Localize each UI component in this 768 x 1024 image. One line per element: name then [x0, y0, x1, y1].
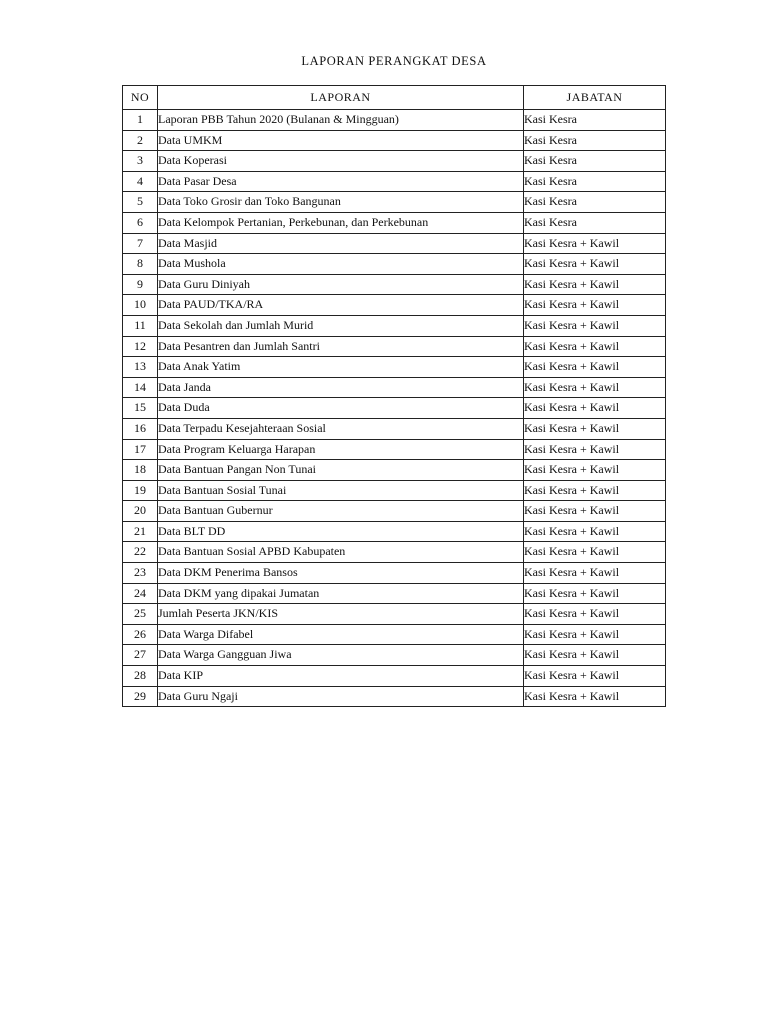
cell-no: 9	[123, 274, 158, 295]
cell-no: 20	[123, 501, 158, 522]
table-row	[123, 254, 666, 275]
cell-laporan: Data Janda	[158, 377, 524, 398]
cell-jabatan: Kasi Kesra + Kawil	[524, 624, 666, 645]
cell-no: 21	[123, 521, 158, 542]
table-row	[123, 501, 666, 522]
table-row	[123, 542, 666, 563]
cell-no: 22	[123, 542, 158, 563]
table-row	[123, 192, 666, 213]
cell-jabatan: Kasi Kesra + Kawil	[524, 295, 666, 316]
cell-no: 3	[123, 151, 158, 172]
table-row	[123, 521, 666, 542]
cell-no: 23	[123, 563, 158, 584]
cell-jabatan: Kasi Kesra + Kawil	[524, 583, 666, 604]
table-row	[123, 171, 666, 192]
page-title: LAPORAN PERANGKAT DESA	[301, 54, 487, 68]
cell-laporan: Data Sekolah dan Jumlah Murid	[158, 315, 524, 336]
cell-no: 2	[123, 130, 158, 151]
report-table	[122, 85, 666, 707]
cell-jabatan: Kasi Kesra	[524, 151, 666, 172]
table-row	[123, 460, 666, 481]
cell-no: 10	[123, 295, 158, 316]
cell-jabatan: Kasi Kesra + Kawil	[524, 460, 666, 481]
cell-laporan: Data Bantuan Pangan Non Tunai	[158, 460, 524, 481]
cell-no: 8	[123, 254, 158, 275]
cell-jabatan: Kasi Kesra + Kawil	[524, 501, 666, 522]
table-body	[123, 110, 666, 707]
cell-laporan: Data Mushola	[158, 254, 524, 275]
cell-no: 15	[123, 398, 158, 419]
cell-laporan: Data Bantuan Sosial APBD Kabupaten	[158, 542, 524, 563]
cell-jabatan: Kasi Kesra + Kawil	[524, 418, 666, 439]
table-row	[123, 666, 666, 687]
table-row	[123, 295, 666, 316]
cell-no: 12	[123, 336, 158, 357]
cell-laporan: Data Koperasi	[158, 151, 524, 172]
cell-laporan: Data Warga Difabel	[158, 624, 524, 645]
table-row	[123, 130, 666, 151]
cell-laporan: Data UMKM	[158, 130, 524, 151]
table-header	[123, 86, 666, 110]
table-row	[123, 212, 666, 233]
cell-laporan: Data Anak Yatim	[158, 357, 524, 378]
cell-jabatan: Kasi Kesra + Kawil	[524, 542, 666, 563]
table-row	[123, 583, 666, 604]
table-row	[123, 439, 666, 460]
cell-jabatan: Kasi Kesra + Kawil	[524, 336, 666, 357]
header-no: NO	[123, 86, 158, 110]
cell-jabatan: Kasi Kesra + Kawil	[524, 604, 666, 625]
cell-laporan: Data DKM yang dipakai Jumatan	[158, 583, 524, 604]
cell-jabatan: Kasi Kesra	[524, 171, 666, 192]
cell-jabatan: Kasi Kesra + Kawil	[524, 254, 666, 275]
cell-laporan: Data Guru Ngaji	[158, 686, 524, 707]
table-row	[123, 624, 666, 645]
cell-laporan: Data PAUD/TKA/RA	[158, 295, 524, 316]
cell-laporan: Data DKM Penerima Bansos	[158, 563, 524, 584]
cell-jabatan: Kasi Kesra + Kawil	[524, 563, 666, 584]
cell-laporan: Laporan PBB Tahun 2020 (Bulanan & Mingguan)	[158, 110, 524, 131]
cell-jabatan: Kasi Kesra	[524, 130, 666, 151]
cell-no: 7	[123, 233, 158, 254]
cell-jabatan: Kasi Kesra + Kawil	[524, 521, 666, 542]
cell-no: 13	[123, 357, 158, 378]
table-row	[123, 336, 666, 357]
cell-laporan: Data Pesantren dan Jumlah Santri	[158, 336, 524, 357]
cell-no: 26	[123, 624, 158, 645]
cell-jabatan: Kasi Kesra + Kawil	[524, 377, 666, 398]
cell-jabatan: Kasi Kesra + Kawil	[524, 274, 666, 295]
cell-no: 27	[123, 645, 158, 666]
cell-no: 16	[123, 418, 158, 439]
cell-laporan: Data Warga Gangguan Jiwa	[158, 645, 524, 666]
cell-laporan: Data Toko Grosir dan Toko Bangunan	[158, 192, 524, 213]
cell-laporan: Data Guru Diniyah	[158, 274, 524, 295]
cell-no: 24	[123, 583, 158, 604]
cell-laporan: Data Program Keluarga Harapan	[158, 439, 524, 460]
table-row	[123, 480, 666, 501]
cell-jabatan: Kasi Kesra + Kawil	[524, 480, 666, 501]
table-row	[123, 418, 666, 439]
cell-jabatan: Kasi Kesra + Kawil	[524, 233, 666, 254]
cell-jabatan: Kasi Kesra + Kawil	[524, 315, 666, 336]
cell-laporan: Data KIP	[158, 666, 524, 687]
table-row	[123, 357, 666, 378]
header-jabatan: JABATAN	[524, 86, 666, 110]
cell-no: 25	[123, 604, 158, 625]
cell-laporan: Data Masjid	[158, 233, 524, 254]
table-row	[123, 233, 666, 254]
cell-laporan: Data Bantuan Gubernur	[158, 501, 524, 522]
table-row	[123, 398, 666, 419]
table-row	[123, 377, 666, 398]
cell-laporan: Data Kelompok Pertanian, Perkebunan, dan Perkebunan	[158, 212, 524, 233]
cell-no: 5	[123, 192, 158, 213]
cell-jabatan: Kasi Kesra + Kawil	[524, 439, 666, 460]
table-row	[123, 645, 666, 666]
table-row	[123, 110, 666, 131]
cell-no: 14	[123, 377, 158, 398]
cell-laporan: Jumlah Peserta JKN/KIS	[158, 604, 524, 625]
cell-jabatan: Kasi Kesra	[524, 192, 666, 213]
cell-no: 18	[123, 460, 158, 481]
cell-no: 1	[123, 110, 158, 131]
cell-no: 29	[123, 686, 158, 707]
table-row	[123, 604, 666, 625]
cell-no: 19	[123, 480, 158, 501]
cell-no: 6	[123, 212, 158, 233]
cell-laporan: Data Duda	[158, 398, 524, 419]
cell-laporan: Data Terpadu Kesejahteraan Sosial	[158, 418, 524, 439]
cell-laporan: Data Pasar Desa	[158, 171, 524, 192]
table-row	[123, 563, 666, 584]
table-row	[123, 315, 666, 336]
cell-jabatan: Kasi Kesra	[524, 110, 666, 131]
header-laporan: LAPORAN	[158, 86, 524, 110]
cell-jabatan: Kasi Kesra + Kawil	[524, 686, 666, 707]
table-row	[123, 274, 666, 295]
cell-jabatan: Kasi Kesra + Kawil	[524, 645, 666, 666]
cell-no: 4	[123, 171, 158, 192]
cell-laporan: Data Bantuan Sosial Tunai	[158, 480, 524, 501]
cell-jabatan: Kasi Kesra + Kawil	[524, 666, 666, 687]
cell-jabatan: Kasi Kesra + Kawil	[524, 398, 666, 419]
table-row	[123, 151, 666, 172]
cell-no: 17	[123, 439, 158, 460]
cell-jabatan: Kasi Kesra	[524, 212, 666, 233]
cell-no: 11	[123, 315, 158, 336]
header-row	[123, 86, 666, 110]
table-row	[123, 686, 666, 707]
cell-jabatan: Kasi Kesra + Kawil	[524, 357, 666, 378]
cell-no: 28	[123, 666, 158, 687]
cell-laporan: Data BLT DD	[158, 521, 524, 542]
